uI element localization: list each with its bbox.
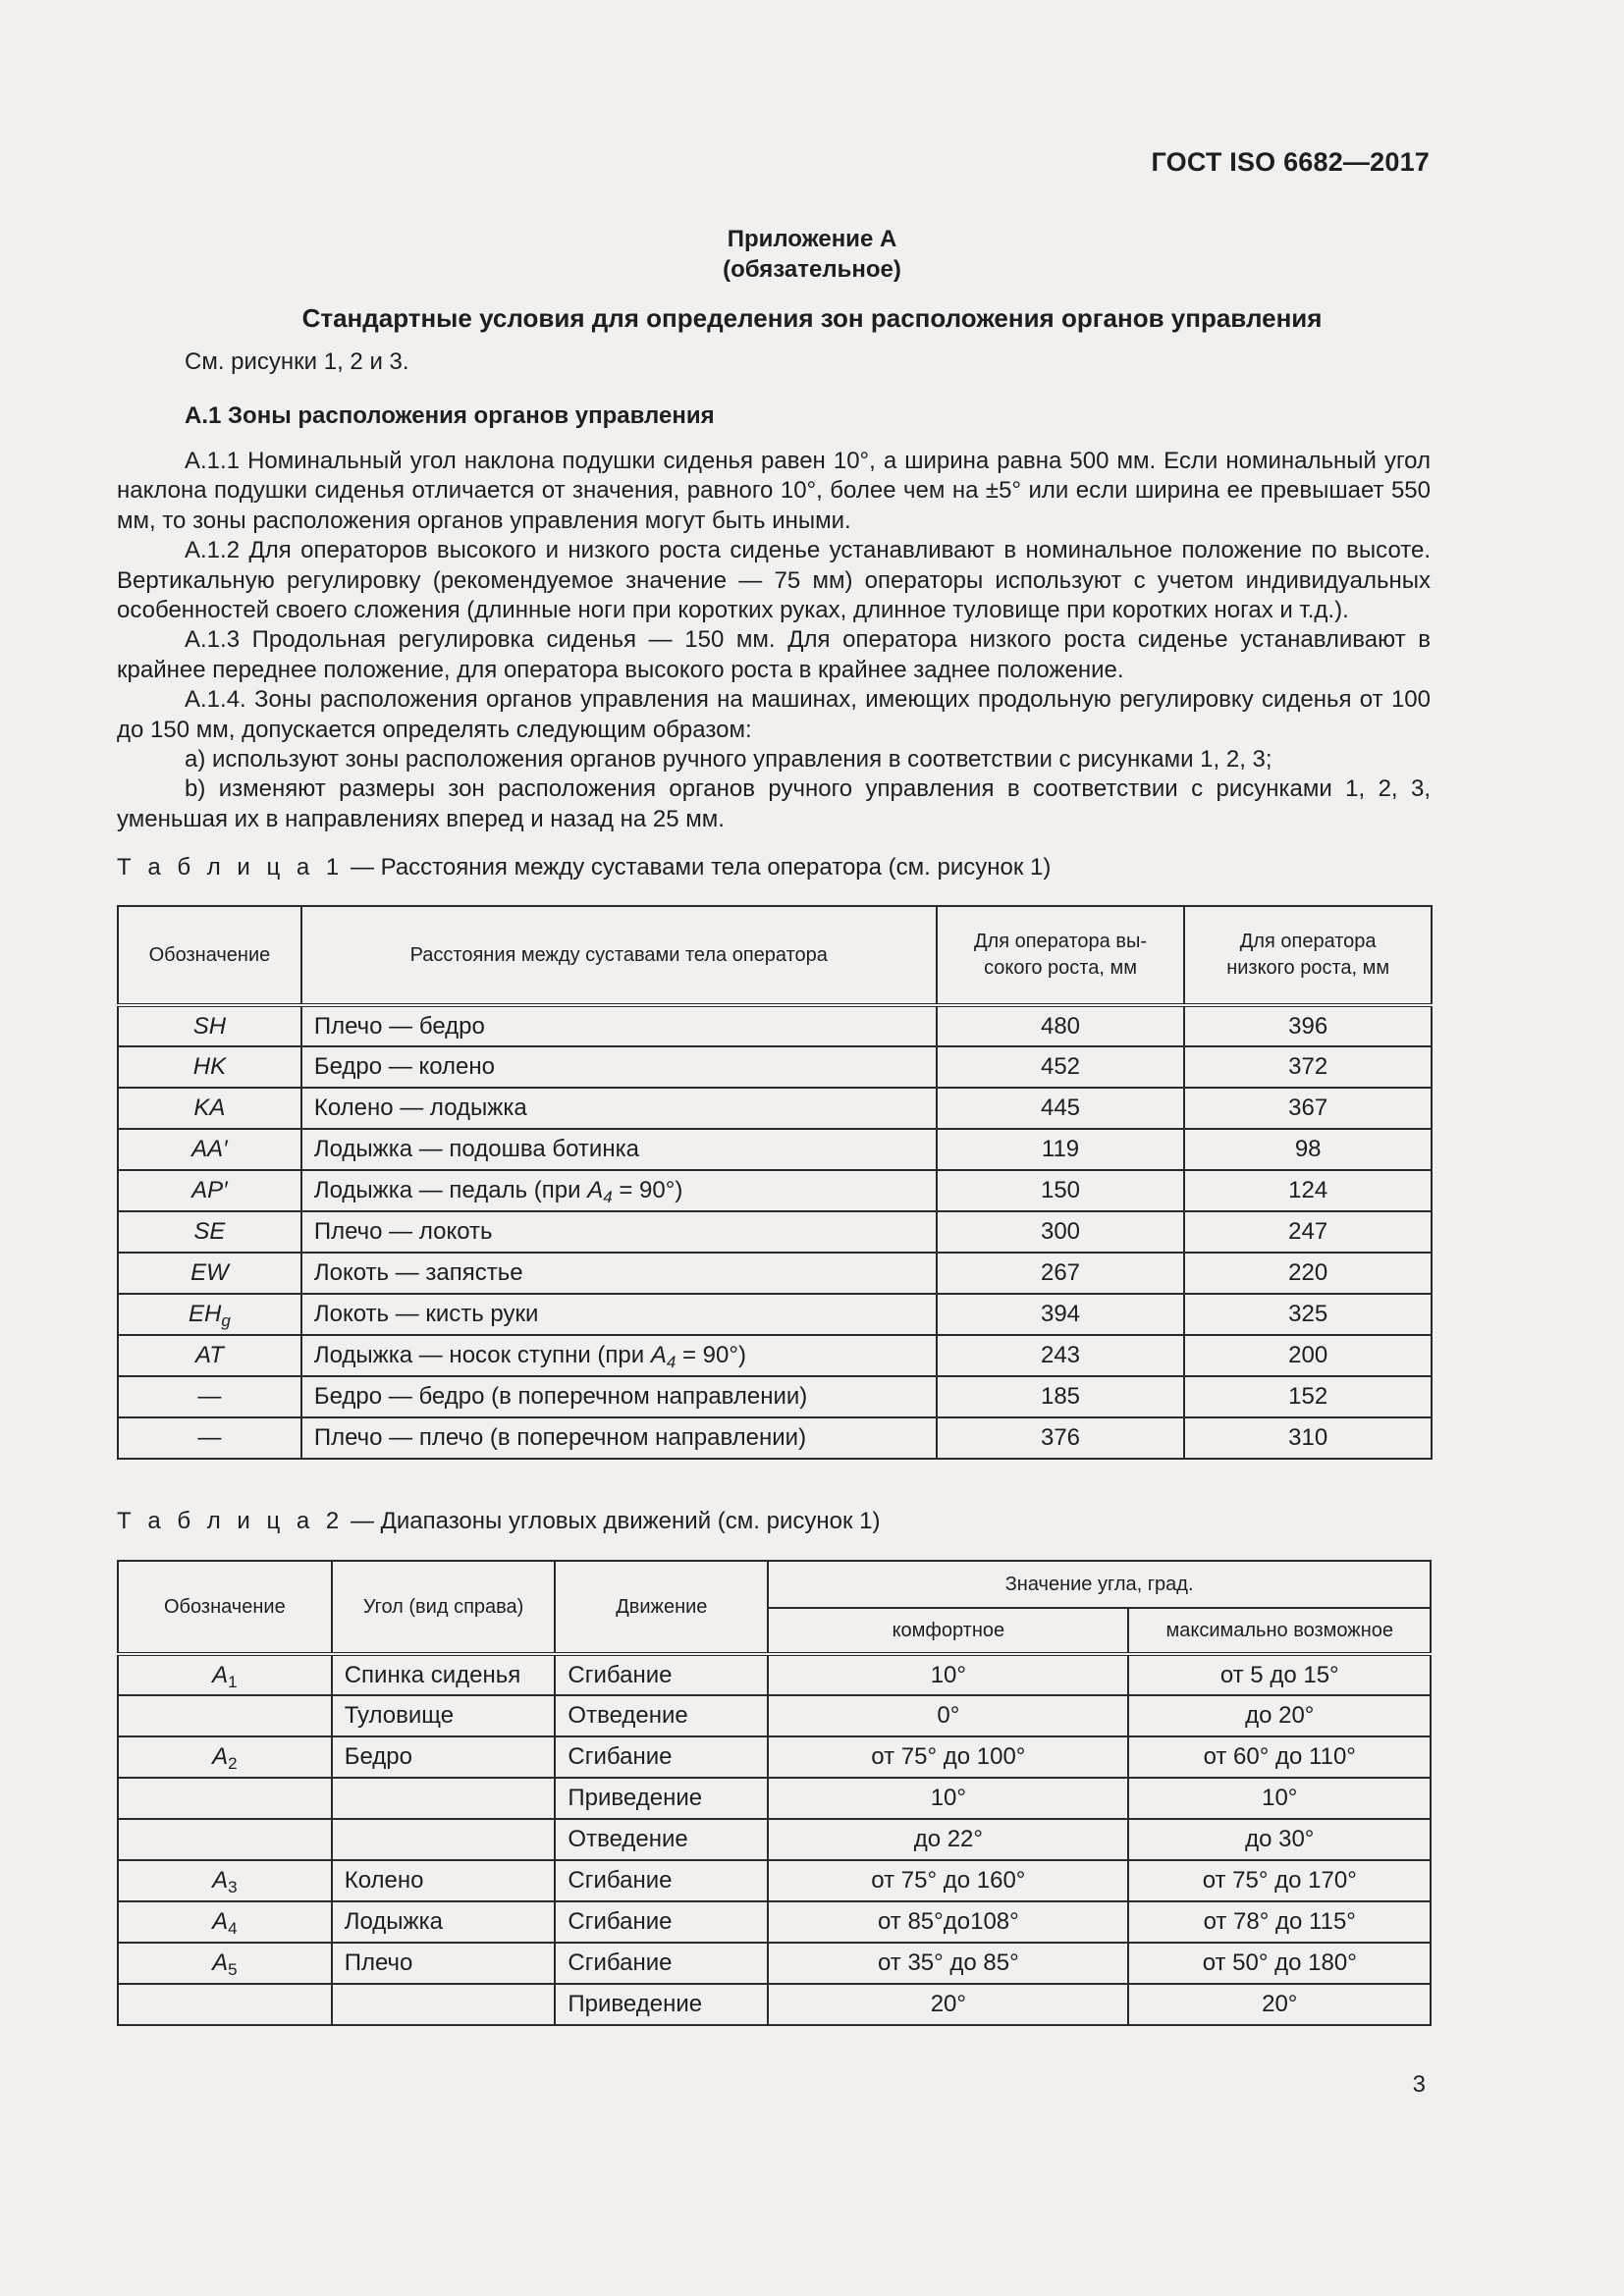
symbol-text: SE: [193, 1218, 226, 1245]
symbol-text: HK: [192, 1053, 227, 1080]
table2-cell-movement: Сгибание: [555, 1860, 768, 1901]
table2-cell-symbol: [118, 1984, 332, 2025]
table-row: [118, 1335, 1432, 1376]
symbol-text: A: [212, 1661, 229, 1688]
table2-cell-symbol: [118, 1943, 332, 1984]
table1-cell-short: 396: [1184, 1005, 1432, 1046]
table2-cell-comfort: 20°: [768, 1984, 1128, 2025]
table-row: [118, 1046, 1432, 1088]
paragraph-item-b: b) изменяют размеры зон расположения органов ручного управления в соответствии с рисунками 1, 2, 3, уменьшая их в направлениях вперед и назад на 25 мм.: [117, 775, 1431, 832]
symbol-text: AA′: [191, 1136, 228, 1162]
table2-cell-max: 20°: [1128, 1984, 1431, 2025]
table1-cell-distance: Колено — лодыжка: [301, 1088, 937, 1129]
table-row: [118, 1654, 1431, 1695]
symbol-a: A: [650, 1342, 667, 1368]
table2-cell-comfort: 10°: [768, 1654, 1128, 1695]
table1-caption-prefix: Т а б л и ц а 1: [117, 854, 345, 881]
table-row: [118, 1901, 1431, 1943]
table-row: [118, 1984, 1431, 2025]
symbol-text: —: [197, 1383, 222, 1410]
document-code: ГОСТ ISO 6682—2017: [1151, 147, 1430, 177]
table1-cell-short: 367: [1184, 1088, 1432, 1129]
table2-cell-movement: Приведение: [555, 1778, 768, 1819]
table-row: [118, 1170, 1432, 1211]
table1-header-tall-line1: Для оператора вы-: [974, 931, 1148, 952]
table1-cell-symbol: [118, 1170, 301, 1211]
table1-cell-short: 220: [1184, 1253, 1432, 1294]
table2-cell-symbol: [118, 1819, 332, 1860]
table1-header-distance: Расстояния между суставами тела оператора: [301, 906, 937, 1005]
table2-header-value: Значение угла, град.: [768, 1561, 1431, 1608]
symbol-text: SH: [192, 1012, 227, 1040]
table1-cell-symbol: [118, 1376, 301, 1417]
symbol-text: EW: [190, 1259, 229, 1286]
table1-cell-short: 124: [1184, 1170, 1432, 1211]
table2-cell-comfort: от 75° до 160°: [768, 1860, 1128, 1901]
table2-cell-angle: Спинка сиденья: [332, 1654, 556, 1695]
table1-cell-distance: Плечо — бедро: [301, 1005, 937, 1046]
symbol-text: AT: [194, 1342, 224, 1368]
table1-header-symbol: Обозначение: [118, 906, 301, 1005]
table1-cell-symbol: [118, 1211, 301, 1253]
table2-cell-symbol: [118, 1901, 332, 1943]
table1-cell-distance: Локоть — кисть руки: [301, 1294, 937, 1335]
symbol-subscript: 4: [228, 1919, 238, 1938]
page-number: 3: [1412, 2071, 1426, 2098]
table2-cell-angle: [332, 1819, 556, 1860]
table-row: [118, 1819, 1431, 1860]
table2-cell-movement: Сгибание: [555, 1736, 768, 1778]
table2-cell-comfort: до 22°: [768, 1819, 1128, 1860]
table1-caption-text: — Расстояния между суставами тела оператора (см. рисунок 1): [344, 854, 1052, 881]
symbol-text: A: [212, 1949, 229, 1976]
table2-cell-movement: Приведение: [555, 1984, 768, 2025]
table1-cell-short: 372: [1184, 1046, 1432, 1088]
table2-cell-symbol: [118, 1778, 332, 1819]
table1-cell-symbol: [118, 1253, 301, 1294]
table2-cell-comfort: 0°: [768, 1695, 1128, 1736]
table1-header-short: [1184, 906, 1432, 1005]
table2-header-angle: Угол (вид справа): [332, 1561, 556, 1654]
table1-cell-tall: 243: [937, 1335, 1185, 1376]
table2-cell-max: 10°: [1128, 1778, 1431, 1819]
table2-caption: [117, 1508, 880, 1535]
table1-cell-symbol: [118, 1417, 301, 1459]
table1-cell-symbol: [118, 1088, 301, 1129]
table-row: [118, 1778, 1431, 1819]
table2-body: [118, 1654, 1431, 2025]
table2-cell-comfort: от 35° до 85°: [768, 1943, 1128, 1984]
table2-cell-angle: [332, 1778, 556, 1819]
table1-cell-short: 247: [1184, 1211, 1432, 1253]
table2-header-symbol: Обозначение: [118, 1561, 332, 1654]
table-row: [118, 1253, 1432, 1294]
table2-cell-symbol: [118, 1695, 332, 1736]
table1-cell-short: 98: [1184, 1129, 1432, 1170]
table2-cell-angle: Туловище: [332, 1695, 556, 1736]
table2-caption-prefix: Т а б л и ц а 2: [117, 1508, 345, 1534]
table2-cell-angle: Колено: [332, 1860, 556, 1901]
symbol-subscript: g: [221, 1311, 231, 1330]
table2-cell-max: до 20°: [1128, 1695, 1431, 1736]
table1-cell-tall: 394: [937, 1294, 1185, 1335]
table2-cell-movement: Сгибание: [555, 1654, 768, 1695]
table1-cell-tall: 267: [937, 1253, 1185, 1294]
table1-cell-short: 200: [1184, 1335, 1432, 1376]
table1-cell-distance: Бедро — колено: [301, 1046, 937, 1088]
table1-header-row: [118, 906, 1432, 1005]
table-row: [118, 1860, 1431, 1901]
symbol-subscript: 2: [228, 1754, 238, 1773]
table1-cell-symbol: [118, 1335, 301, 1376]
symbol-subscript: 4: [603, 1188, 613, 1206]
table1-cell-tall: 150: [937, 1170, 1185, 1211]
table-row: [118, 1005, 1432, 1046]
table1-cell-distance: Бедро — бедро (в поперечном направлении): [301, 1376, 937, 1417]
table1-cell-distance: Лодыжка — педаль (при $A_4 = 90^\circ$): [301, 1170, 937, 1211]
symbol-text: EH: [189, 1301, 222, 1327]
table-row: [118, 1695, 1431, 1736]
symbol-text: A: [212, 1867, 229, 1894]
table2-cell-symbol: [118, 1860, 332, 1901]
table-row: [118, 1129, 1432, 1170]
symbol-text: AP′: [191, 1177, 228, 1203]
table2-cell-max: от 50° до 180°: [1128, 1943, 1431, 1984]
table1: [117, 905, 1433, 1460]
table1-cell-tall: 480: [937, 1005, 1185, 1046]
table1-cell-distance: Плечо — плечо (в поперечном направлении): [301, 1417, 937, 1459]
table2-header-comfort: комфортное: [768, 1608, 1128, 1654]
table1-header-tall-line2: сокого роста, мм: [984, 957, 1137, 979]
table-row: [118, 1211, 1432, 1253]
table2-cell-angle: Плечо: [332, 1943, 556, 1984]
symbol-subscript: 4: [666, 1353, 677, 1371]
table1-header-tall: [937, 906, 1185, 1005]
table1-cell-distance: Плечо — локоть: [301, 1211, 937, 1253]
symbol-subscript: 3: [228, 1878, 238, 1896]
table-row: [118, 1417, 1432, 1459]
table2-cell-angle: [332, 1984, 556, 2025]
table1-cell-distance: Лодыжка — подошва ботинка: [301, 1129, 937, 1170]
table2-cell-max: до 30°: [1128, 1819, 1431, 1860]
table1-cell-symbol: [118, 1129, 301, 1170]
table1-cell-symbol: [118, 1294, 301, 1335]
table2-header-movement: Движение: [555, 1561, 768, 1654]
table2: [117, 1560, 1432, 2026]
table2-cell-symbol: [118, 1654, 332, 1695]
annex-title: Приложение А: [727, 226, 897, 252]
paragraph-a11: А.1.1 Номинальный угол наклона подушки сиденья равен 10°, а ширина равна 500 мм. Если номинальный угол наклона подушки сиденья отличается от значения, равного 10°, более чем на ±5° или если ширина ее превышает 550 мм, то зоны расположения органов управления могут быть иными.: [117, 448, 1431, 534]
table1-cell-distance: Локоть — запястье: [301, 1253, 937, 1294]
table2-cell-max: от 60° до 110°: [1128, 1736, 1431, 1778]
table2-cell-comfort: 10°: [768, 1778, 1128, 1819]
paragraph-a13: А.1.3 Продольная регулировка сиденья — 150 мм. Для оператора низкого роста сиденье устанавливают в крайнее переднее положение, для оператора высокого роста в крайнее заднее положение.: [117, 626, 1431, 683]
table2-cell-movement: Отведение: [555, 1695, 768, 1736]
table2-cell-movement: Отведение: [555, 1819, 768, 1860]
table1-cell-tall: 452: [937, 1046, 1185, 1088]
table1-body: [118, 1005, 1432, 1459]
symbol-subscript: 1: [228, 1672, 238, 1691]
table1-cell-short: 325: [1184, 1294, 1432, 1335]
table1-header-short-line1: Для оператора: [1239, 931, 1377, 952]
see-figures-line: См. рисунки 1, 2 и 3.: [185, 348, 409, 375]
table1-header-short-line2: низкого роста, мм: [1226, 957, 1390, 979]
annex-heading: Стандартные условия для определения зон расположения органов управления: [301, 303, 1323, 333]
table1-cell-symbol: [118, 1046, 301, 1088]
table1-cell-distance: Лодыжка — носок ступни (при $A_4 = 90^\circ$): [301, 1335, 937, 1376]
table1-cell-tall: 185: [937, 1376, 1185, 1417]
paragraph-a14: А.1.4. Зоны расположения органов управления на машинах, имеющих продольную регулировку сиденья от 100 до 150 мм, допускается определять следующим образом:: [117, 686, 1431, 743]
table-row: [118, 1294, 1432, 1335]
table-row: [118, 1943, 1431, 1984]
table1-cell-short: 310: [1184, 1417, 1432, 1459]
table2-header-row-1: [118, 1561, 1431, 1608]
symbol-text: —: [197, 1424, 222, 1451]
table-row: [118, 1736, 1431, 1778]
table2-cell-max: от 5 до 15°: [1128, 1654, 1431, 1695]
symbol-subscript: 5: [228, 1960, 238, 1979]
table1-caption: [117, 854, 1051, 881]
symbol-a: A: [587, 1177, 604, 1203]
table2-caption-text: — Диапазоны угловых движений (см. рисунок 1): [344, 1508, 881, 1534]
table2-cell-movement: Сгибание: [555, 1901, 768, 1943]
table2-cell-max: от 75° до 170°: [1128, 1860, 1431, 1901]
table-row: [118, 1088, 1432, 1129]
table1-cell-symbol: [118, 1005, 301, 1046]
table-row: [118, 1376, 1432, 1417]
table1-cell-tall: 376: [937, 1417, 1185, 1459]
table1-cell-short: 152: [1184, 1376, 1432, 1417]
section-body: [117, 447, 1431, 834]
table1-cell-tall: 445: [937, 1088, 1185, 1129]
symbol-text: KA: [193, 1095, 226, 1121]
table2-cell-angle: Бедро: [332, 1736, 556, 1778]
table2-cell-symbol: [118, 1736, 332, 1778]
symbol-text: A: [212, 1908, 229, 1935]
table2-cell-comfort: от 85°до108°: [768, 1901, 1128, 1943]
paragraph-item-a: a) используют зоны расположения органов ручного управления в соответствии с рисунками 1, 2, 3;: [185, 746, 1272, 774]
table2-header-max: максимально возможное: [1128, 1608, 1431, 1654]
table1-cell-tall: 300: [937, 1211, 1185, 1253]
symbol-text: A: [212, 1743, 229, 1770]
table2-cell-comfort: от 75° до 100°: [768, 1736, 1128, 1778]
section-title: А.1 Зоны расположения органов управления: [185, 402, 715, 429]
annex-status: (обязательное): [723, 256, 901, 283]
table2-cell-movement: Сгибание: [555, 1943, 768, 1984]
table2-cell-angle: Лодыжка: [332, 1901, 556, 1943]
table1-cell-tall: 119: [937, 1129, 1185, 1170]
table2-cell-max: от 78° до 115°: [1128, 1901, 1431, 1943]
paragraph-a12: А.1.2 Для операторов высокого и низкого роста сиденье устанавливают в номинальное положение по высоте. Вертикальную регулировку (рекомендуемое значение — 75 мм) операторы используют с учетом индивидуальных особенностей своего сложения (длинные ноги при коротких руках, длинное туловище при коротких ногах и т.д.).: [117, 537, 1431, 624]
